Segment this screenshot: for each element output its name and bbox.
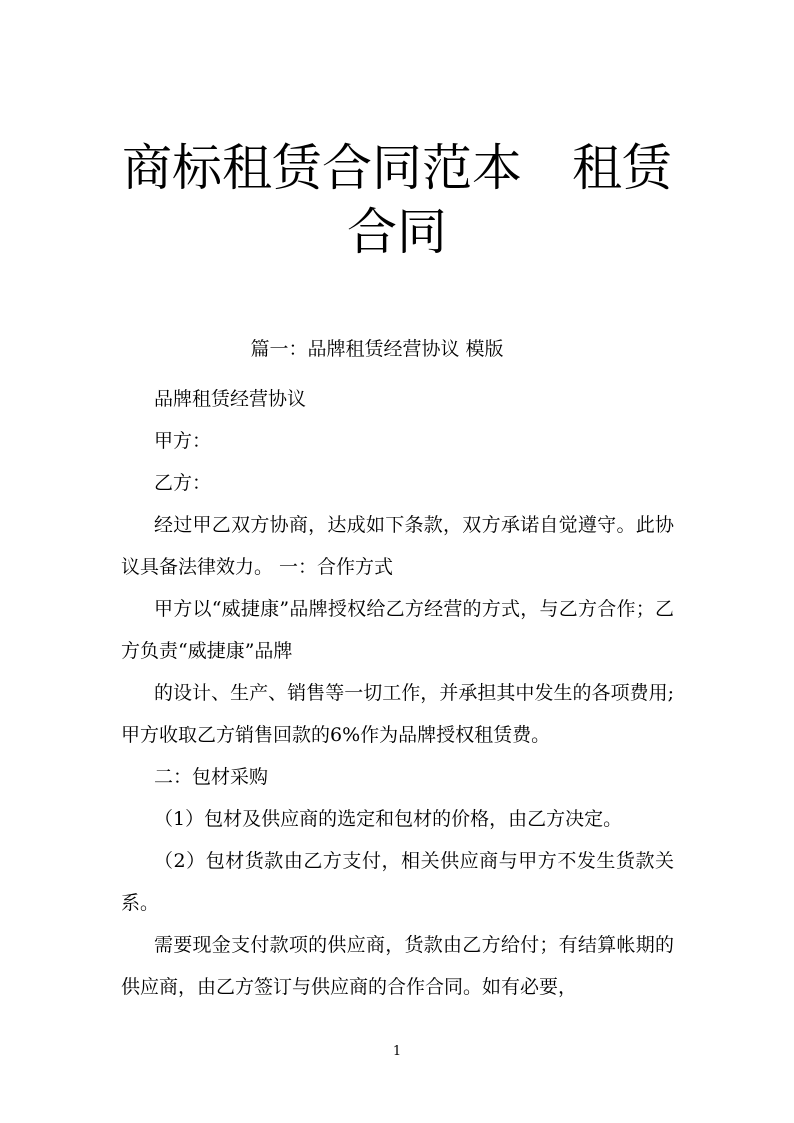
paragraph-cooperation: 甲方以“威捷康”品牌授权给乙方经营的方式，与乙方合作；乙方负责“威捷康”品牌 <box>121 598 674 662</box>
paragraph-packaging-item-1: （1）包材及供应商的选定和包材的价格，由乙方决定。 <box>154 808 623 830</box>
page-number: 1 <box>392 1044 402 1059</box>
paragraph-supplier-payment: 需要现金支付款项的供应商，货款由乙方给付；有结算帐期的供应商，由乙方签订与供应商的合作合同。如有必要， <box>121 934 674 998</box>
paragraph-party-a: 甲方： <box>154 430 212 452</box>
document-body <box>121 378 674 1008</box>
document-title <box>60 140 734 260</box>
title-line-1: 商标租赁合同范本 租赁 <box>122 139 672 197</box>
title-line-2: 合同 <box>347 203 447 261</box>
paragraph-party-b: 乙方： <box>154 472 212 494</box>
section-heading: 篇一：品牌租赁经营协议 模版 <box>250 338 504 360</box>
paragraph-agreement-name: 品牌租赁经营协议 <box>154 388 307 410</box>
paragraph-preamble: 经过甲乙双方协商，达成如下条款，双方承诺自觉遵守。此协议具备法律效力。 一：合作方式 <box>121 514 674 578</box>
paragraph-packaging-heading: 二：包材采购 <box>154 766 269 788</box>
paragraph-fees: 的设计、生产、销售等一切工作，并承担其中发生的各项费用; 甲方收取乙方销售回款的6%作为品牌授权租赁费。 <box>121 682 674 746</box>
paragraph-packaging-item-2: （2）包材货款由乙方支付，相关供应商与甲方不发生货款关系。 <box>121 850 674 914</box>
